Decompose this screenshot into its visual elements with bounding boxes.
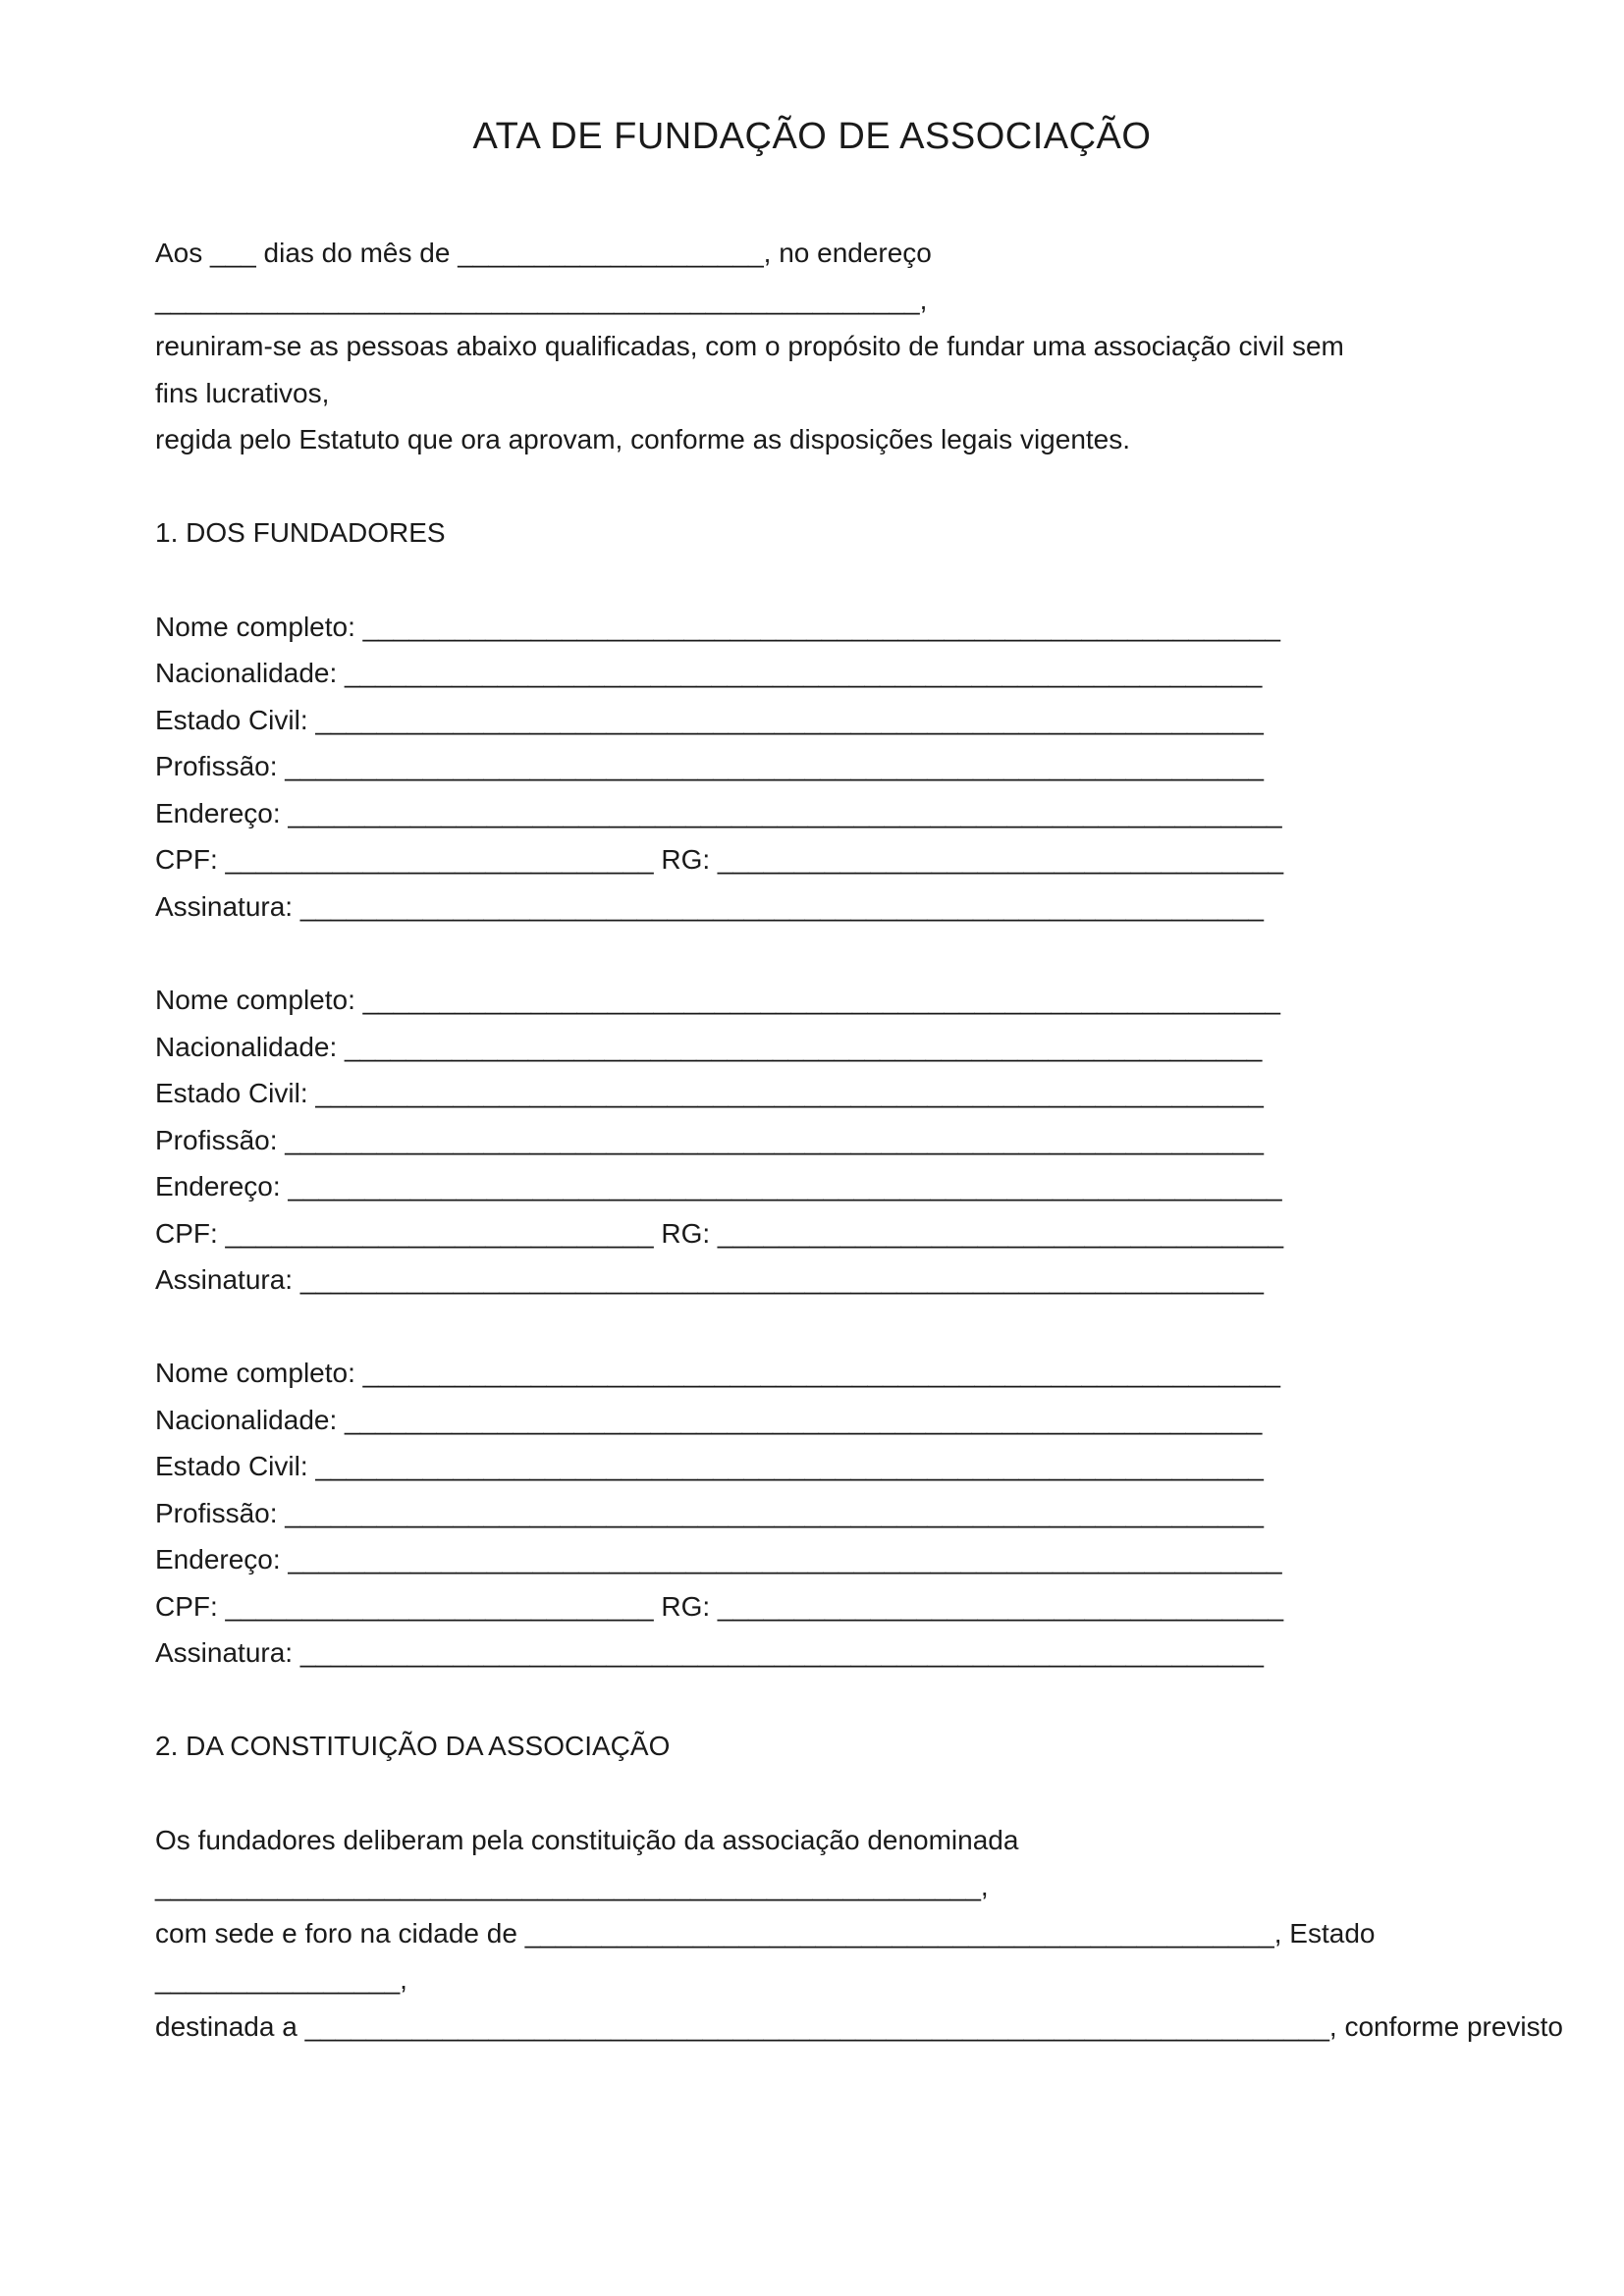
founder-assinatura-field: Assinatura: _______________________________________________________________ — [155, 891, 1264, 922]
founder-endereco-field: Endereço: _________________________________________________________________ — [155, 798, 1282, 828]
founder-nome-field: Nome completo: ____________________________________________________________ — [155, 612, 1280, 642]
intro-line-statute: regida pelo Estatuto que ora aprovam, conforme as disposições legais vigentes. — [155, 424, 1131, 454]
founder-estado-civil-field: Estado Civil: ______________________________________________________________ — [155, 1451, 1264, 1481]
founder-nome-field: Nome completo: ____________________________________________________________ — [155, 1358, 1280, 1388]
founder-profissao-field: Profissão: ________________________________________________________________ — [155, 1498, 1264, 1528]
section-heading-constituicao: 2. DA CONSTITUIÇÃO DA ASSOCIAÇÃO — [155, 1731, 671, 1761]
founder-endereco-field: Endereço: _________________________________________________________________ — [155, 1171, 1282, 1201]
constituicao-line-sede: com sede e foro na cidade de _________________________________________________, Estado — [155, 1918, 1376, 1949]
founder-assinatura-field: Assinatura: _______________________________________________________________ — [155, 1637, 1264, 1668]
intro-line-date-address: Aos ___ dias do mês de ____________________, no endereço — [155, 238, 932, 268]
constituicao-line-destinada: destinada a ___________________________________________________________________, conforme previsto — [155, 2011, 1564, 2042]
founder-assinatura-field: Assinatura: _______________________________________________________________ — [155, 1264, 1264, 1295]
founder-profissao-field: Profissão: ________________________________________________________________ — [155, 1125, 1264, 1155]
constituicao-line-name-blank: ______________________________________________________, — [155, 1871, 989, 1901]
founder-nacionalidade-field: Nacionalidade: ____________________________________________________________ — [155, 1405, 1263, 1435]
document-title: ATA DE FUNDAÇÃO DE ASSOCIAÇÃO — [472, 116, 1152, 157]
founder-nacionalidade-field: Nacionalidade: ____________________________________________________________ — [155, 658, 1263, 688]
founder-estado-civil-field: Estado Civil: ______________________________________________________________ — [155, 705, 1264, 735]
founder-cpf-rg-field: CPF: ____________________________ RG: _____________________________________ — [155, 844, 1284, 875]
founder-profissao-field: Profissão: ________________________________________________________________ — [155, 751, 1264, 781]
founder-nacionalidade-field: Nacionalidade: ____________________________________________________________ — [155, 1032, 1263, 1062]
section-heading-fundadores: 1. DOS FUNDADORES — [155, 517, 446, 548]
intro-line-purpose: reuniram-se as pessoas abaixo qualificadas, com o propósito de fundar uma associação civil sem — [155, 331, 1344, 361]
founder-nome-field: Nome completo: ____________________________________________________________ — [155, 985, 1280, 1015]
constituicao-line-estado-blank: ________________, — [155, 1964, 407, 1995]
founder-cpf-rg-field: CPF: ____________________________ RG: _____________________________________ — [155, 1218, 1284, 1249]
intro-line-address-blank: __________________________________________________, — [155, 285, 928, 315]
founder-estado-civil-field: Estado Civil: ______________________________________________________________ — [155, 1078, 1264, 1108]
intro-line-nonprofit: fins lucrativos, — [155, 378, 330, 408]
founder-endereco-field: Endereço: _________________________________________________________________ — [155, 1544, 1282, 1575]
constituicao-line-denominada: Os fundadores deliberam pela constituição da associação denominada — [155, 1825, 1019, 1855]
founder-cpf-rg-field: CPF: ____________________________ RG: _____________________________________ — [155, 1591, 1284, 1622]
